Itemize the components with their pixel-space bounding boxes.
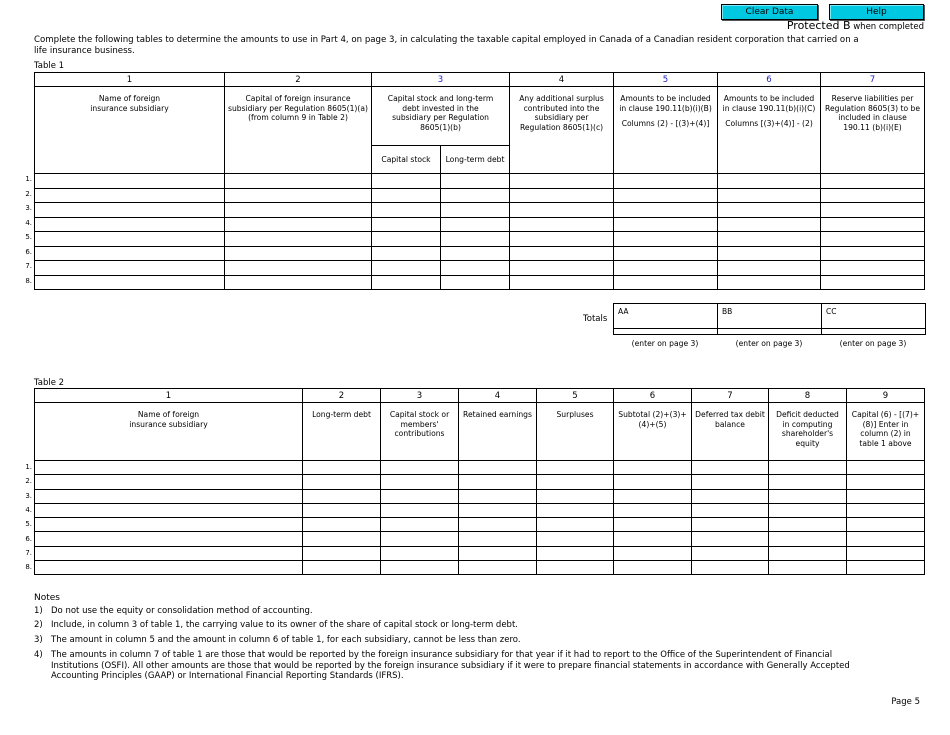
table1-row [35, 246, 925, 261]
t1-header-capital: Capital of foreign insurance subsidiary per Regulation 8605(1)(a) (from column 9 in Table 2) [225, 87, 372, 174]
t1-cell-input[interactable] [441, 174, 510, 189]
t2-cell-input[interactable] [381, 518, 459, 532]
t2-cell-input[interactable] [614, 461, 692, 475]
t1-cell-input[interactable] [441, 261, 510, 276]
t2-cell-input[interactable] [35, 489, 303, 503]
t2-row-number: 3. [25, 491, 32, 500]
t1-cell-input[interactable] [372, 261, 441, 276]
note-text: Include, in column 3 of table 1, the carrying value to its owner of the share of capital stock or long-term debt. [51, 620, 518, 630]
t1-cell-input[interactable] [718, 275, 821, 290]
t1-cell-input[interactable] [441, 275, 510, 290]
table1-row [35, 232, 925, 247]
t1-row-number: 8. [25, 276, 32, 285]
table2-row [35, 461, 925, 475]
t2-header-col9: Capital (6) - [(7)+(8)] Enter in column (2) in table 1 above [847, 403, 925, 461]
t2-cell-input[interactable] [614, 503, 692, 517]
t2-cell-input[interactable] [381, 475, 459, 489]
t1-cell-input[interactable] [225, 174, 372, 189]
t2-cell-input[interactable] [459, 503, 537, 517]
t1-cell-input[interactable] [35, 275, 225, 290]
t2-cell-input[interactable] [303, 503, 381, 517]
t2-colnum-8: 8 [769, 389, 847, 403]
enter-page3-cc: (enter on page 3) [839, 339, 907, 348]
table1-row [35, 188, 925, 203]
t1-cell-input[interactable] [510, 275, 614, 290]
t2-row-number: 6. [25, 534, 32, 543]
t2-colnum-7: 7 [692, 389, 769, 403]
t1-cell-input[interactable] [35, 188, 225, 203]
table2-row [35, 518, 925, 532]
t2-header-col2: Long-term debt [303, 403, 381, 461]
t1-cell-input[interactable] [718, 232, 821, 247]
table2-row [35, 503, 925, 517]
t2-cell-input[interactable] [692, 518, 769, 532]
table2-title: Table 2 [34, 378, 65, 388]
t2-cell-input[interactable] [459, 489, 537, 503]
t2-cell-input[interactable] [35, 475, 303, 489]
note-text: The amounts in column 7 of table 1 are those that would be reported by the foreign insurance subsidiary for that year if it had to report to the Office of the Superintendent of Financial Institutions (OSFI). All other amounts are those that would be reported by the foreign insurance subsidiary if it were to prepare financial statements in accordance with Generally Accepted Accounting Principles (GAAP) or International Financial Reporting Standards (IFRS). [51, 650, 850, 681]
t2-cell-input[interactable] [537, 461, 614, 475]
t1-cell-input[interactable] [372, 217, 441, 232]
t2-cell-input[interactable] [537, 475, 614, 489]
note-number: 4) [34, 650, 43, 660]
t2-cell-input[interactable] [769, 532, 847, 546]
t1-cell-input[interactable] [225, 217, 372, 232]
t2-header-col8: Deficit deducted in computing shareholder's equity [769, 403, 847, 461]
totals-label: Totals [583, 314, 608, 324]
t1-cell-input[interactable] [225, 203, 372, 218]
t2-cell-input[interactable] [692, 532, 769, 546]
t2-cell-input[interactable] [847, 518, 925, 532]
t1-cell-input[interactable] [372, 174, 441, 189]
t2-header-col4: Retained earnings [459, 403, 537, 461]
t1-cell-input[interactable] [821, 232, 925, 247]
t2-cell-input[interactable] [769, 561, 847, 575]
table1-row [35, 174, 925, 189]
t2-colnum-4: 4 [459, 389, 537, 403]
page-number: Page 5 [891, 697, 920, 707]
t2-row-number: 4. [25, 505, 32, 514]
t1-cell-input[interactable] [225, 275, 372, 290]
t1-cell-input[interactable] [614, 217, 718, 232]
t1-cell-input[interactable] [718, 246, 821, 261]
t2-colnum-6: 6 [614, 389, 692, 403]
t2-cell-input[interactable] [692, 546, 769, 560]
table2 [34, 388, 925, 575]
t2-cell-input[interactable] [614, 561, 692, 575]
t2-cell-input[interactable] [459, 561, 537, 575]
note-text: The amount in column 5 and the amount in column 6 of table 1, for each subsidiary, cannot be less than zero. [51, 635, 521, 645]
t1-cell-input[interactable] [35, 174, 225, 189]
t2-cell-input[interactable] [459, 475, 537, 489]
t2-cell-input[interactable] [35, 546, 303, 560]
t2-cell-input[interactable] [459, 461, 537, 475]
t1-cell-input[interactable] [225, 188, 372, 203]
t1-header-col5: Amounts to be included in clause 190.11(b)(i)(B) Columns (2) - [(3)+(4)] [614, 87, 718, 174]
t2-colnum-9: 9 [847, 389, 925, 403]
t2-cell-input[interactable] [459, 518, 537, 532]
t1-cell-input[interactable] [510, 174, 614, 189]
t1-colnum-7: 7 [821, 73, 925, 87]
t2-cell-input[interactable] [303, 532, 381, 546]
t1-cell-input[interactable] [441, 246, 510, 261]
t1-cell-input[interactable] [441, 232, 510, 247]
t2-cell-input[interactable] [847, 461, 925, 475]
t2-cell-input[interactable] [614, 489, 692, 503]
t1-cell-input[interactable] [614, 174, 718, 189]
t1-cell-input[interactable] [718, 203, 821, 218]
t1-header-col7: Reserve liabilities per Regulation 8605(3) to be included in clause 190.11 (b)(i)(E) [821, 87, 925, 174]
t1-cell-input[interactable] [372, 275, 441, 290]
t2-cell-input[interactable] [459, 546, 537, 560]
t1-cell-input[interactable] [614, 246, 718, 261]
t2-cell-input[interactable] [847, 532, 925, 546]
t1-header-name: Name of foreign insurance subsidiary [35, 87, 225, 174]
t2-cell-input[interactable] [303, 561, 381, 575]
t2-cell-input[interactable] [303, 475, 381, 489]
table2-row [35, 546, 925, 560]
t1-cell-input[interactable] [441, 217, 510, 232]
t2-cell-input[interactable] [35, 561, 303, 575]
t1-cell-input[interactable] [510, 217, 614, 232]
help-button[interactable]: Help [829, 4, 924, 20]
t1-row-number: 3. [25, 204, 32, 212]
t1-cell-input[interactable] [372, 203, 441, 218]
t1-colnum-3: 3 [372, 73, 510, 87]
t1-colnum-1: 1 [35, 73, 225, 87]
note-number: 1) [34, 606, 43, 616]
t2-cell-input[interactable] [847, 546, 925, 560]
t1-cell-input[interactable] [35, 232, 225, 247]
t2-cell-input[interactable] [537, 561, 614, 575]
intro-text: Complete the following tables to determine the amounts to use in Part 4, on page 3, in calculating the taxable capital employed in Canada of a Canadian resident corporation that carried on a life insurance business. [34, 35, 859, 56]
t2-row-number: 2. [25, 477, 32, 486]
total-cc-box[interactable] [821, 303, 926, 335]
t1-cell-input[interactable] [821, 275, 925, 290]
t1-colnum-2: 2 [225, 73, 372, 87]
t2-colnum-1: 1 [35, 389, 303, 403]
total-cc-label: CC [826, 307, 837, 316]
t2-cell-input[interactable] [847, 503, 925, 517]
t1-cell-input[interactable] [821, 188, 925, 203]
table1-row [35, 261, 925, 276]
t1-cell-input[interactable] [35, 217, 225, 232]
t1-header-capital-stock: Capital stock [372, 146, 441, 174]
t2-header-col6: Subtotal (2)+(3)+(4)+(5) [614, 403, 692, 461]
t1-colnum-5: 5 [614, 73, 718, 87]
t1-cell-input[interactable] [225, 232, 372, 247]
protected-label: Protected B when completed [786, 19, 924, 32]
table2-row [35, 532, 925, 546]
t2-cell-input[interactable] [381, 561, 459, 575]
t2-cell-input[interactable] [381, 489, 459, 503]
t1-cell-input[interactable] [510, 188, 614, 203]
t1-header-long-term-debt: Long-term debt [441, 146, 510, 174]
t2-header-col7: Deferred tax debit balance [692, 403, 769, 461]
t2-colnum-5: 5 [537, 389, 614, 403]
notes-title: Notes [34, 593, 60, 603]
t2-cell-input[interactable] [769, 546, 847, 560]
t2-header-col5: Surpluses [537, 403, 614, 461]
t2-colnum-3: 3 [381, 389, 459, 403]
t1-cell-input[interactable] [614, 261, 718, 276]
t1-row-number: 6. [25, 247, 32, 256]
t2-row-number: 7. [25, 548, 32, 557]
t2-cell-input[interactable] [769, 461, 847, 475]
t1-row-number: 1. [25, 175, 32, 183]
t1-cell-input[interactable] [35, 261, 225, 276]
table1-title: Table 1 [34, 61, 65, 71]
t1-cell-input[interactable] [225, 261, 372, 276]
t1-cell-input[interactable] [718, 261, 821, 276]
t2-row-number: 8. [25, 563, 32, 572]
t2-cell-input[interactable] [35, 503, 303, 517]
t2-cell-input[interactable] [537, 489, 614, 503]
t1-cell-input[interactable] [821, 217, 925, 232]
table1-row [35, 275, 925, 290]
t1-header-surplus: Any additional surplus contributed into the subsidiary per Regulation 8605(1)(c) [510, 87, 614, 174]
t1-cell-input[interactable] [614, 232, 718, 247]
table1-row [35, 203, 925, 218]
t2-cell-input[interactable] [537, 546, 614, 560]
t1-cell-input[interactable] [510, 261, 614, 276]
total-aa-box[interactable] [613, 303, 718, 335]
t1-cell-input[interactable] [35, 203, 225, 218]
t1-cell-input[interactable] [614, 188, 718, 203]
t2-cell-input[interactable] [459, 532, 537, 546]
t2-cell-input[interactable] [769, 489, 847, 503]
t2-header-col3: Capital stock or members' contributions [381, 403, 459, 461]
t1-cell-input[interactable] [372, 232, 441, 247]
t2-cell-input[interactable] [303, 461, 381, 475]
enter-page3-bb: (enter on page 3) [735, 339, 803, 348]
table2-row [35, 489, 925, 503]
t1-colnum-6: 6 [718, 73, 821, 87]
t1-cell-input[interactable] [821, 174, 925, 189]
t2-cell-input[interactable] [847, 489, 925, 503]
t1-cell-input[interactable] [441, 203, 510, 218]
enter-page3-aa: (enter on page 3) [631, 339, 699, 348]
t1-row-number: 5. [25, 233, 32, 241]
t2-cell-input[interactable] [381, 503, 459, 517]
t1-cell-input[interactable] [718, 188, 821, 203]
t2-cell-input[interactable] [381, 532, 459, 546]
t2-cell-input[interactable] [847, 561, 925, 575]
t1-cell-input[interactable] [821, 261, 925, 276]
t2-row-number: 1. [25, 463, 32, 471]
t1-row-number: 2. [25, 189, 32, 198]
t2-cell-input[interactable] [769, 503, 847, 517]
table1 [34, 72, 925, 290]
t2-row-number: 5. [25, 520, 32, 529]
t2-cell-input[interactable] [35, 518, 303, 532]
table2-row [35, 475, 925, 489]
t2-cell-input[interactable] [692, 503, 769, 517]
t1-colnum-4: 4 [510, 73, 614, 87]
t2-cell-input[interactable] [614, 532, 692, 546]
t2-cell-input[interactable] [35, 532, 303, 546]
t1-cell-input[interactable] [614, 203, 718, 218]
note-number: 3) [34, 635, 43, 645]
t2-cell-input[interactable] [537, 503, 614, 517]
t1-cell-input[interactable] [372, 188, 441, 203]
table1-row [35, 217, 925, 232]
t1-row-number: 7. [25, 262, 32, 270]
t2-cell-input[interactable] [537, 532, 614, 546]
t2-cell-input[interactable] [692, 475, 769, 489]
t1-row-number: 4. [25, 218, 32, 227]
t2-cell-input[interactable] [692, 461, 769, 475]
table2-row [35, 561, 925, 575]
t2-cell-input[interactable] [614, 475, 692, 489]
t1-cell-input[interactable] [821, 203, 925, 218]
t1-cell-input[interactable] [372, 246, 441, 261]
t1-cell-input[interactable] [35, 246, 225, 261]
t2-header-col1: Name of foreign insurance subsidiary [35, 403, 303, 461]
clear-data-button[interactable]: Clear Data [721, 4, 818, 20]
t2-cell-input[interactable] [614, 518, 692, 532]
t2-cell-input[interactable] [35, 461, 303, 475]
t1-cell-input[interactable] [441, 188, 510, 203]
t2-cell-input[interactable] [303, 518, 381, 532]
t2-cell-input[interactable] [692, 561, 769, 575]
total-aa-label: AA [618, 307, 629, 316]
t2-cell-input[interactable] [381, 461, 459, 475]
t1-cell-input[interactable] [718, 217, 821, 232]
t1-cell-input[interactable] [510, 232, 614, 247]
t2-cell-input[interactable] [537, 518, 614, 532]
t2-cell-input[interactable] [303, 489, 381, 503]
t1-cell-input[interactable] [510, 203, 614, 218]
total-bb-box[interactable] [717, 303, 822, 335]
total-bb-label: BB [722, 307, 733, 316]
t1-cell-input[interactable] [225, 246, 372, 261]
t1-cell-input[interactable] [718, 174, 821, 189]
t2-cell-input[interactable] [692, 489, 769, 503]
t2-cell-input[interactable] [769, 475, 847, 489]
t1-cell-input[interactable] [614, 275, 718, 290]
t1-header-capital-stock-debt: Capital stock and long-term debt invested in the subsidiary per Regulation 8605(1)(b) [372, 87, 510, 146]
t2-cell-input[interactable] [769, 518, 847, 532]
t1-header-col6: Amounts to be included in clause 190.11(b)(i)(C) Columns [(3)+(4)] - (2) [718, 87, 821, 174]
t2-cell-input[interactable] [847, 475, 925, 489]
t1-cell-input[interactable] [821, 246, 925, 261]
t2-cell-input[interactable] [381, 546, 459, 560]
note-text: Do not use the equity or consolidation method of accounting. [51, 606, 313, 616]
t2-cell-input[interactable] [614, 546, 692, 560]
t1-cell-input[interactable] [510, 246, 614, 261]
t2-cell-input[interactable] [303, 546, 381, 560]
t2-colnum-2: 2 [303, 389, 381, 403]
note-number: 2) [34, 620, 43, 630]
